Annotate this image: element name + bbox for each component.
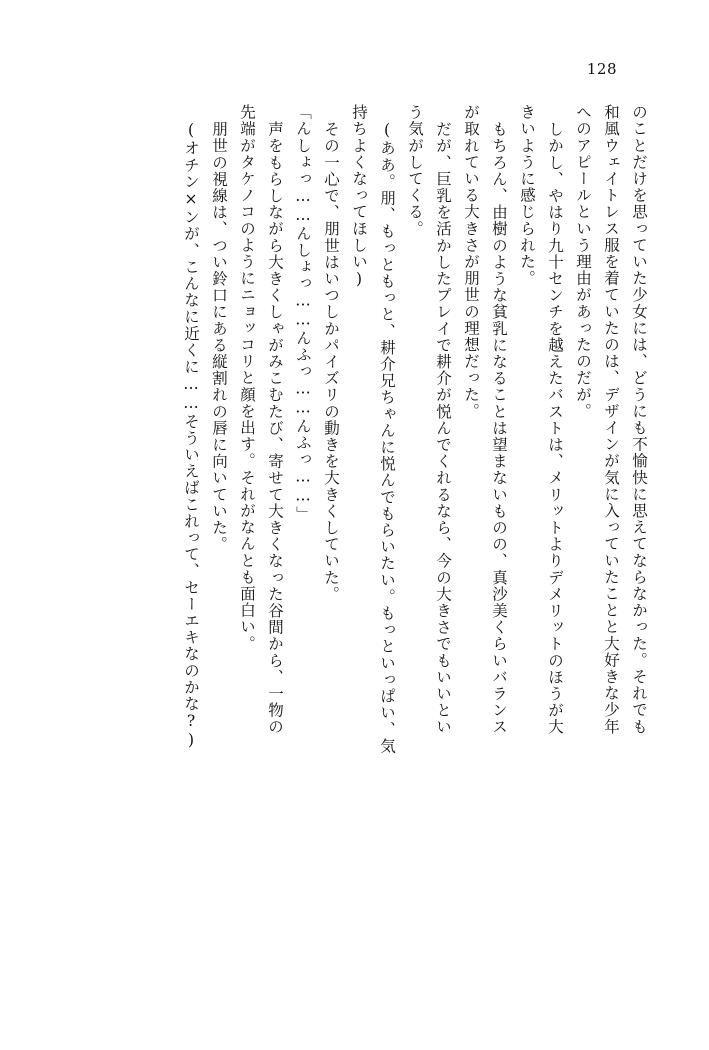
- text-line: のことだけを思っていた少女には、どうにも不愉快に思えてならなかった。それでも: [630, 104, 648, 735]
- body-text: [56, 104, 653, 994]
- text-line: が取れている大きさが朋世の理想だった。: [462, 104, 480, 420]
- text-line: 和風ウェイトレス服を着ていたのは、デザインが気に入っていたことと大好きな少年: [602, 104, 620, 735]
- text-line: (ああ。朋、もっともっと、耕介兄ちゃんに悦んでもらいたい。もっといっぱい、気: [378, 121, 396, 755]
- text-line: しかし、やはり九十センチを越えたバストは、メリットよりデメリットのほうが大: [546, 121, 564, 736]
- text-line: きいように感じられた。: [518, 104, 536, 287]
- text-line: 朋世の視線は、つい鈴口にある縦割れの唇に向いていた。: [210, 121, 228, 553]
- text-line: 持ちよくなってほしい): [350, 104, 368, 290]
- page-number: 128: [586, 60, 617, 78]
- text-line: へのアピールという理由があったのだが。: [574, 104, 592, 420]
- text-line: (オチン×ンが、こんなに近くに……そういえばこれって、セーエキなのかな?): [182, 121, 200, 751]
- text-line: だが、巨乳を活かしたプレイで耕介が悦んでくれるなら、今の大きさでもいいとい: [434, 121, 452, 736]
- text-line: 先端がタケノコのようにニョッコリと顔を出す。それがなんとも面白い。: [238, 104, 256, 652]
- text-line: もちろん、由樹のような貧乳になることは望まないものの、真沙美くらいバランス: [490, 121, 508, 736]
- text-line: 声をもらしながら大きくしゃがみこむたび、寄せて大きくなった谷間から、一物の: [266, 121, 284, 736]
- text-line: 「んしょっ……んしょっ……んふっ……んふっ……」: [294, 104, 312, 523]
- text-line: う気がしてくる。: [406, 104, 424, 237]
- text-line: その一心で、朋世はいつしかパイズリの動きを大きくしていた。: [322, 121, 340, 603]
